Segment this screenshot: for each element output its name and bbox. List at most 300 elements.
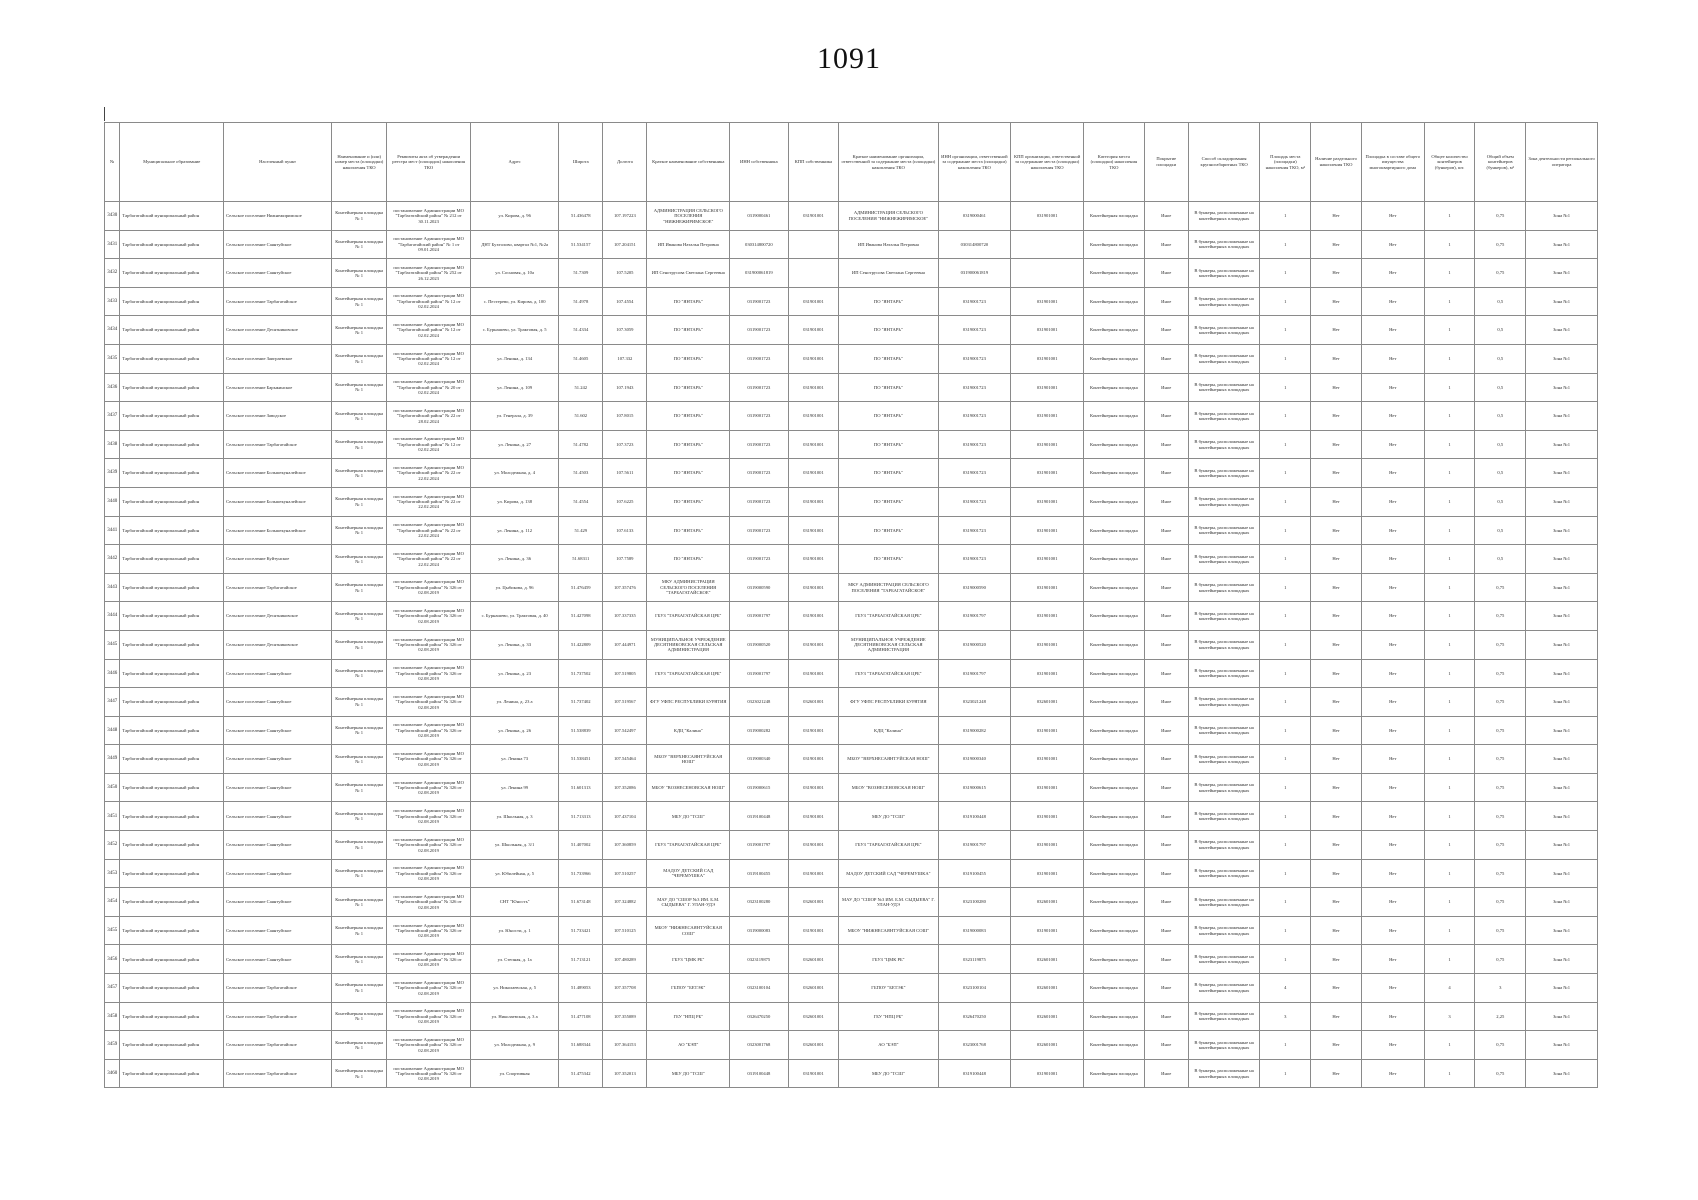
table-cell: 0319001797 <box>938 831 1011 860</box>
table-cell: Контейнерная площадка <box>1084 974 1145 1003</box>
table-cell: 0319000520 <box>730 630 788 659</box>
table-cell: ПО "ЯНТАРЬ" <box>647 487 730 516</box>
table-cell <box>788 259 839 288</box>
table-cell: 031901001 <box>1011 773 1084 802</box>
table-cell: В бункеры, расположенные на контейнерных площадках <box>1188 459 1260 488</box>
table-cell: 3455 <box>105 916 120 945</box>
table-cell: В бункеры, расположенные на контейнерных площадках <box>1188 230 1260 259</box>
table-cell: МБОУ "НИЖНЕСАЯНТУЙСКАЯ СОШ" <box>839 916 938 945</box>
table-cell: 1 <box>1260 487 1311 516</box>
table-cell: 51.68311 <box>559 545 603 574</box>
table-cell: постановление Администрации МО "Тарбагатайский район" № 12 от 02.02.2024 <box>387 430 471 459</box>
table-cell: 1 <box>1424 230 1475 259</box>
table-cell: 107.6133 <box>603 516 647 545</box>
table-cell: 032601001 <box>1011 974 1084 1003</box>
table-cell: Зона №1 <box>1526 202 1598 231</box>
table-cell: ИП Сенотрусова Светлана Сергеевна <box>839 259 938 288</box>
table-cell: Иное <box>1144 859 1188 888</box>
table-cell: Контейнерная площадка <box>1084 602 1145 631</box>
table-cell: 51.534157 <box>559 230 603 259</box>
column-header: Населенный пункт <box>224 123 332 202</box>
table-cell: Контейнерная площадка <box>1084 716 1145 745</box>
column-header: Способ складирования крупногабаритных ТКО <box>1188 123 1260 202</box>
table-cell <box>788 230 839 259</box>
table-cell: В бункеры, расположенные на контейнерных площадках <box>1188 602 1260 631</box>
table-cell: 107.510125 <box>603 916 647 945</box>
table-cell: 1 <box>1260 916 1311 945</box>
table-cell: Нет <box>1361 945 1424 974</box>
table-cell: 107.7589 <box>603 545 647 574</box>
table-cell: 1 <box>1424 831 1475 860</box>
column-header: Реквизиты акта об утверждении реестра мест (площадок) накопления ТКО <box>387 123 471 202</box>
table-cell: Иное <box>1144 316 1188 345</box>
table-cell: 1 <box>1260 831 1311 860</box>
table-cell: Нет <box>1311 745 1362 774</box>
table-cell: 0319000461 <box>730 202 788 231</box>
table-cell: Сельское поселение Саянтуйское <box>224 802 332 831</box>
table-cell: Сельское поселение Десятниковское <box>224 316 332 345</box>
table-cell: 3443 <box>105 573 120 602</box>
table-cell: 3439 <box>105 459 120 488</box>
table-cell: Сельское поселение Саянтуйское <box>224 259 332 288</box>
table-cell: постановление Администрации МО "Тарбагатайский район" № 12 от 02.02.2024 <box>387 287 471 316</box>
table-cell: 031901001 <box>1011 459 1084 488</box>
table-cell: Контейнерная площадка № 1 <box>332 430 387 459</box>
table-cell: Нет <box>1311 802 1362 831</box>
table-cell: Зона №1 <box>1526 487 1598 516</box>
table-cell: постановление Администрации МО "Тарбагатайский район" № 326 от 02.08.2019 <box>387 1031 471 1060</box>
table-cell: Зона №1 <box>1526 1002 1598 1031</box>
table-cell: ГБУЗ "ТАРБАГАТАЙСКАЯ ЦРБ" <box>647 831 730 860</box>
table-cell: 0319000590 <box>938 573 1011 602</box>
table-cell: 1 <box>1424 459 1475 488</box>
column-header: Муниципальное образование <box>120 123 224 202</box>
table-cell: Контейнерная площадка <box>1084 659 1145 688</box>
table-cell: 3444 <box>105 602 120 631</box>
table-cell: 0319001723 <box>730 516 788 545</box>
table-cell: 0319001723 <box>938 344 1011 373</box>
table-cell: Зона №1 <box>1526 1031 1598 1060</box>
table-cell: ул. Молодежная, д. 9 <box>471 1031 559 1060</box>
table-cell: Нет <box>1311 716 1362 745</box>
table-cell: Нет <box>1311 316 1362 345</box>
table-cell: Сельское поселение Саянтуйское <box>224 230 332 259</box>
table-cell: Контейнерная площадка <box>1084 831 1145 860</box>
table-cell: 107.357708 <box>603 974 647 1003</box>
table-cell: КДЦ "Калина" <box>647 716 730 745</box>
table-header-row <box>105 123 1598 202</box>
table-cell: ИП Сенотрусова Светлана Сергеевна <box>647 259 730 288</box>
table-cell: 031901001 <box>788 545 839 574</box>
table-cell: 107.360859 <box>603 831 647 860</box>
table-cell: 1 <box>1424 287 1475 316</box>
table-cell: 1 <box>1424 659 1475 688</box>
table-row <box>105 859 1598 888</box>
table-cell: 1 <box>1260 888 1311 917</box>
table-cell: 032601001 <box>788 974 839 1003</box>
table-cell: 1 <box>1260 630 1311 659</box>
table-cell: МБУ ДО "ТСШ" <box>839 802 938 831</box>
table-cell: В бункеры, расположенные на контейнерных площадках <box>1188 344 1260 373</box>
table-cell: 031901001 <box>788 373 839 402</box>
table-cell: Нет <box>1361 402 1424 431</box>
table-cell: 0319000083 <box>938 916 1011 945</box>
column-header: КПП собственника <box>788 123 839 202</box>
table-cell: 031901001 <box>1011 316 1084 345</box>
table-cell: постановление Администрации МО "Тарбагатайский район" № 326 от 02.08.2019 <box>387 831 471 860</box>
margin-mark <box>104 107 105 121</box>
table-cell: 107.197223 <box>603 202 647 231</box>
table-row <box>105 487 1598 516</box>
table-cell: 031901001 <box>788 459 839 488</box>
table-cell: Зона №1 <box>1526 230 1598 259</box>
table-cell: Зона №1 <box>1526 831 1598 860</box>
table-cell: 0,75 <box>1475 1031 1526 1060</box>
table-cell: Сельское поселение Заводское <box>224 402 332 431</box>
table-cell: Иное <box>1144 1002 1188 1031</box>
table-cell: Нет <box>1361 1031 1424 1060</box>
table-cell: Нет <box>1361 516 1424 545</box>
table-cell: Иное <box>1144 430 1188 459</box>
table-cell: 1 <box>1424 516 1475 545</box>
table-cell: 0319001797 <box>938 659 1011 688</box>
table-cell: 51.4503 <box>559 459 603 488</box>
table-cell: 0319001723 <box>938 487 1011 516</box>
table-cell: Тарбагатайский муниципальный район <box>120 402 224 431</box>
table-cell: Тарбагатайский муниципальный район <box>120 1031 224 1060</box>
table-cell: Тарбагатайский муниципальный район <box>120 659 224 688</box>
table-cell: Нет <box>1311 602 1362 631</box>
table-cell: 0319001797 <box>730 831 788 860</box>
table-cell: постановление Администрации МО "Тарбагатайский район" № 22 от 22.02.2024 <box>387 459 471 488</box>
table-cell: Контейнерная площадка № 1 <box>332 974 387 1003</box>
table-cell: В бункеры, расположенные на контейнерных площадках <box>1188 287 1260 316</box>
table-row <box>105 287 1598 316</box>
table-cell: 107.510257 <box>603 859 647 888</box>
table-cell: 0319000282 <box>730 716 788 745</box>
table-cell: 032601001 <box>1011 1002 1084 1031</box>
table-cell: 1 <box>1260 745 1311 774</box>
table-cell: Нет <box>1361 802 1424 831</box>
table-cell: 3453 <box>105 859 120 888</box>
table-cell: 3452 <box>105 831 120 860</box>
table-cell: Иное <box>1144 516 1188 545</box>
table-cell: 2,25 <box>1475 1002 1526 1031</box>
table-cell: 031901001 <box>1011 287 1084 316</box>
table-cell: Сельское поселение Тарбагатайское <box>224 1031 332 1060</box>
table-cell: 0319001723 <box>730 487 788 516</box>
table-cell: Сельское поселение Нижнежиримское <box>224 202 332 231</box>
table-cell: 0323100280 <box>730 888 788 917</box>
table-cell: 3437 <box>105 402 120 431</box>
table-cell: 3 <box>1424 1002 1475 1031</box>
table-cell: Тарбагатайский муниципальный район <box>120 802 224 831</box>
table-cell: ГБУЗ "ТАРБАГАТАЙСКАЯ ЦРБ" <box>839 602 938 631</box>
table-cell: 0,5 <box>1475 316 1526 345</box>
table-cell: В бункеры, расположенные на контейнерных площадках <box>1188 316 1260 345</box>
table-cell: 1 <box>1424 745 1475 774</box>
table-cell: Нет <box>1311 487 1362 516</box>
table-cell: ул. Кирова, д. 138 <box>471 487 559 516</box>
table-cell: 031901001 <box>788 202 839 231</box>
table-cell: Зона №1 <box>1526 688 1598 717</box>
table-cell: Сельское поселение Большекуналейское <box>224 516 332 545</box>
column-header: ИНН организации, ответственной за содержание места (площадки) накопления ТКО <box>938 123 1011 202</box>
table-cell: 031901001 <box>1011 859 1084 888</box>
table-cell: 031901001 <box>788 402 839 431</box>
table-cell: Зона №1 <box>1526 888 1598 917</box>
table-cell: Иное <box>1144 1059 1188 1088</box>
table-cell: 0319001723 <box>730 459 788 488</box>
table-cell: ул. Ленина 99 <box>471 773 559 802</box>
column-header: Общий объем контейнеров (бункеров), м³ <box>1475 123 1526 202</box>
table-cell: МБУ ДО "ТСШ" <box>839 1059 938 1088</box>
table-cell: ПО "ЯНТАРЬ" <box>839 316 938 345</box>
table-cell: Зона №1 <box>1526 859 1598 888</box>
table-cell: 1 <box>1424 802 1475 831</box>
table-cell: МАУ ДО "СШОР №3 ИМ. Б.М. СЫДЫЕВА" Г. УЛАН-УДЭ <box>647 888 730 917</box>
table-cell: постановление Администрации МО "Тарбагатайский район" № 22 от 22.02.2024 <box>387 516 471 545</box>
table-cell: ПО "ЯНТАРЬ" <box>839 487 938 516</box>
table-row <box>105 1002 1598 1031</box>
table-cell: Зона №1 <box>1526 459 1598 488</box>
table-cell: 031901001 <box>788 430 839 459</box>
table-cell: 1 <box>1260 688 1311 717</box>
table-cell: МАДОУ ДЕТСКИЙ САД "ЧЕРЕМУШКА" <box>647 859 730 888</box>
table-cell: Контейнерная площадка <box>1084 945 1145 974</box>
table-cell: Тарбагатайский муниципальный район <box>120 745 224 774</box>
table-cell: В бункеры, расположенные на контейнерных площадках <box>1188 688 1260 717</box>
registry-sheet <box>104 122 1598 1088</box>
table-cell: 51.4782 <box>559 430 603 459</box>
table-cell: 031901001 <box>1011 202 1084 231</box>
table-cell: Сельское поселение Тарбагатайское <box>224 287 332 316</box>
table-cell: В бункеры, расположенные на контейнерных площадках <box>1188 1002 1260 1031</box>
table-cell: 0,75 <box>1475 630 1526 659</box>
table-cell: Контейнерная площадка <box>1084 1059 1145 1088</box>
table-cell: Контейнерная площадка № 1 <box>332 487 387 516</box>
table-cell: ул. Степная, д. 1а <box>471 945 559 974</box>
table-cell: Нет <box>1311 459 1362 488</box>
table-cell: ул. Генерала, д. 39 <box>471 402 559 431</box>
table-cell: Контейнерная площадка № 1 <box>332 459 387 488</box>
table-cell: В бункеры, расположенные на контейнерных площадках <box>1188 259 1260 288</box>
table-cell: постановление Администрации МО "Тарбагатайский район" № 326 от 02.08.2019 <box>387 659 471 688</box>
table-cell: 0,5 <box>1475 516 1526 545</box>
table-cell: 3459 <box>105 1031 120 1060</box>
table-cell: ул. Ленина, д. 112 <box>471 516 559 545</box>
table-row <box>105 373 1598 402</box>
table-cell: 031901001 <box>1011 402 1084 431</box>
table-cell: 1 <box>1260 945 1311 974</box>
table-cell: Иное <box>1144 916 1188 945</box>
table-cell: ул. Юбилейная, д. 5 <box>471 859 559 888</box>
table-row <box>105 230 1598 259</box>
table-cell: В бункеры, расположенные на контейнерных площадках <box>1188 487 1260 516</box>
table-cell: АО "БЭП" <box>647 1031 730 1060</box>
column-header: ИНН собственника <box>730 123 788 202</box>
table-cell: Тарбагатайский муниципальный район <box>120 773 224 802</box>
table-cell: постановление Администрации МО "Тарбагатайский район" № 212 от 30.11.2023 <box>387 202 471 231</box>
table-cell: КДЦ "Калина" <box>839 716 938 745</box>
table-cell: ул. Ленина, д. 109 <box>471 373 559 402</box>
table-cell: Тарбагатайский муниципальный район <box>120 287 224 316</box>
table-cell: ПО "ЯНТАРЬ" <box>647 545 730 574</box>
table-cell: Нет <box>1361 688 1424 717</box>
table-cell: ИП Иванова Наталья Петровна <box>839 230 938 259</box>
table-cell: постановление Администрации МО "Тарбагатайский район" № 326 от 02.08.2019 <box>387 602 471 631</box>
column-header: Наименование и (или) номер места (площадки) накопления ТКО <box>332 123 387 202</box>
table-cell: 0,5 <box>1475 430 1526 459</box>
table-cell: ГБУЗ "ЦМК РБ" <box>839 945 938 974</box>
table-cell: 1 <box>1424 373 1475 402</box>
table-cell: 0,5 <box>1475 402 1526 431</box>
table-cell: 1 <box>1260 344 1311 373</box>
table-cell: 51.436478 <box>559 202 603 231</box>
table-cell: Нет <box>1311 230 1362 259</box>
table-cell: 1 <box>1424 888 1475 917</box>
table-cell: 3450 <box>105 773 120 802</box>
table-cell: постановление Администрации МО "Тарбагатайский район" № 326 от 02.08.2019 <box>387 745 471 774</box>
table-cell: 031901001 <box>1011 831 1084 860</box>
table-cell: 51.477108 <box>559 1002 603 1031</box>
table-cell: 107.545464 <box>603 745 647 774</box>
table-cell: постановление Администрации МО "Тарбагатайский район" № 20 от 02.02.2024 <box>387 373 471 402</box>
table-cell: 107.519567 <box>603 688 647 717</box>
table-cell: ул. Кирова, д. 96 <box>471 202 559 231</box>
table-cell: Контейнерная площадка <box>1084 287 1145 316</box>
table-cell: Контейнерная площадка <box>1084 202 1145 231</box>
table-cell: 51.601313 <box>559 773 603 802</box>
table-cell: 107.3059 <box>603 316 647 345</box>
table-cell: В бункеры, расположенные на контейнерных площадках <box>1188 430 1260 459</box>
table-cell: Зона №1 <box>1526 602 1598 631</box>
table-cell: 107.332 <box>603 344 647 373</box>
table-cell: 3446 <box>105 659 120 688</box>
table-cell: В бункеры, расположенные на контейнерных площадках <box>1188 773 1260 802</box>
table-cell: 51.242 <box>559 373 603 402</box>
table-cell: 1 <box>1260 459 1311 488</box>
table-cell: 0319001797 <box>938 602 1011 631</box>
table-cell: Тарбагатайский муниципальный район <box>120 859 224 888</box>
table-cell: Сельское поселение Тарбагатайское <box>224 1059 332 1088</box>
table-cell: 0319000461 <box>938 202 1011 231</box>
table-cell: 0319000615 <box>730 773 788 802</box>
table-cell: 0319001723 <box>938 430 1011 459</box>
table-cell: Нет <box>1311 373 1362 402</box>
table-cell: 51.737402 <box>559 688 603 717</box>
table-cell: 1 <box>1424 316 1475 345</box>
table-cell: 51.733421 <box>559 916 603 945</box>
table-row <box>105 888 1598 917</box>
table-cell: 3433 <box>105 287 120 316</box>
column-header: № <box>105 123 120 202</box>
table-cell: Сельское поселение Заиграевское <box>224 344 332 373</box>
table-cell: 51.673148 <box>559 888 603 917</box>
table-cell: Тарбагатайский муниципальный район <box>120 344 224 373</box>
table-cell: ул. Ленина, д. 23 <box>471 659 559 688</box>
table-cell: Зона №1 <box>1526 630 1598 659</box>
table-cell: Контейнерная площадка № 1 <box>332 831 387 860</box>
table-cell: 0319001723 <box>730 344 788 373</box>
table-cell: 3460 <box>105 1059 120 1088</box>
table-cell: 0,75 <box>1475 573 1526 602</box>
table-cell: МУНИЦИПАЛЬНОЕ УЧРЕЖДЕНИЕ ДЕСЯТНИКОВСКАЯ СЕЛЬСКАЯ АДМИНИСТРАЦИЯ <box>839 630 938 659</box>
table-cell: Контейнерная площадка № 1 <box>332 773 387 802</box>
table-cell: 51.422809 <box>559 630 603 659</box>
table-cell: 4 <box>1260 974 1311 1003</box>
table-row <box>105 630 1598 659</box>
table-cell: Сельское поселение Тарбагатайское <box>224 974 332 1003</box>
table-cell: ПО "ЯНТАРЬ" <box>647 287 730 316</box>
table-cell: Сельское поселение Саянтуйское <box>224 688 332 717</box>
table-cell: Сельское поселение Десятниковское <box>224 602 332 631</box>
table-cell: 1 <box>1260 659 1311 688</box>
table-cell: Сельское поселение Большекуналейское <box>224 459 332 488</box>
table-cell: ГБУ "НПЦ РБ" <box>647 1002 730 1031</box>
table-cell: Контейнерная площадка <box>1084 1002 1145 1031</box>
table-cell: 0319001723 <box>938 516 1011 545</box>
table-cell: 0,5 <box>1475 344 1526 373</box>
table-cell: 3438 <box>105 430 120 459</box>
table-cell: Контейнерная площадка <box>1084 373 1145 402</box>
table-cell: Контейнерная площадка <box>1084 545 1145 574</box>
table-cell: Иное <box>1144 459 1188 488</box>
table-cell: 031901001 <box>1011 716 1084 745</box>
table-cell: 107.5611 <box>603 459 647 488</box>
table-row <box>105 974 1598 1003</box>
table-cell: 031901001 <box>788 916 839 945</box>
table-cell: ул. Цыбикова, д. 96 <box>471 573 559 602</box>
table-cell: 3454 <box>105 888 120 917</box>
table-cell: 031901001 <box>788 859 839 888</box>
table-cell: Нет <box>1361 859 1424 888</box>
table-cell: ДНТ Бухтолово, квартал №1, №2а <box>471 230 559 259</box>
table-cell: Тарбагатайский муниципальный район <box>120 888 224 917</box>
table-cell: 031901001 <box>1011 344 1084 373</box>
table-cell: 0,75 <box>1475 745 1526 774</box>
table-cell: 1 <box>1424 1031 1475 1060</box>
table-cell: Иное <box>1144 573 1188 602</box>
table-cell: ПО "ЯНТАРЬ" <box>647 516 730 545</box>
table-cell: ПО "ЯНТАРЬ" <box>647 344 730 373</box>
table-cell: Иное <box>1144 802 1188 831</box>
table-cell: ПО "ЯНТАРЬ" <box>839 430 938 459</box>
table-cell: ПО "ЯНТАРЬ" <box>647 316 730 345</box>
table-row <box>105 259 1598 288</box>
table-cell: Сельское поселение Барыкинское <box>224 373 332 402</box>
table-cell: МБОУ "ВОЗНЕСЕНОВСКАЯ НОШ" <box>647 773 730 802</box>
table-cell: Нет <box>1311 888 1362 917</box>
table-cell: Контейнерная площадка <box>1084 459 1145 488</box>
table-cell: 107.352086 <box>603 773 647 802</box>
table-cell: Нет <box>1361 745 1424 774</box>
table-cell: 4 <box>1424 974 1475 1003</box>
table-cell: 1 <box>1424 259 1475 288</box>
table-cell <box>1011 230 1084 259</box>
table-cell: 107.4554 <box>603 287 647 316</box>
table-cell: Зона №1 <box>1526 545 1598 574</box>
table-cell: 031901001 <box>788 659 839 688</box>
table-cell: 0,75 <box>1475 688 1526 717</box>
table-cell: 0319000083 <box>730 916 788 945</box>
table-cell: ПО "ЯНТАРЬ" <box>839 373 938 402</box>
table-cell: Контейнерная площадка <box>1084 344 1145 373</box>
table-cell: 107.437104 <box>603 802 647 831</box>
table-cell: 1 <box>1424 402 1475 431</box>
table-cell: Зона №1 <box>1526 573 1598 602</box>
table-cell: Сельское поселение Саянтуйское <box>224 745 332 774</box>
